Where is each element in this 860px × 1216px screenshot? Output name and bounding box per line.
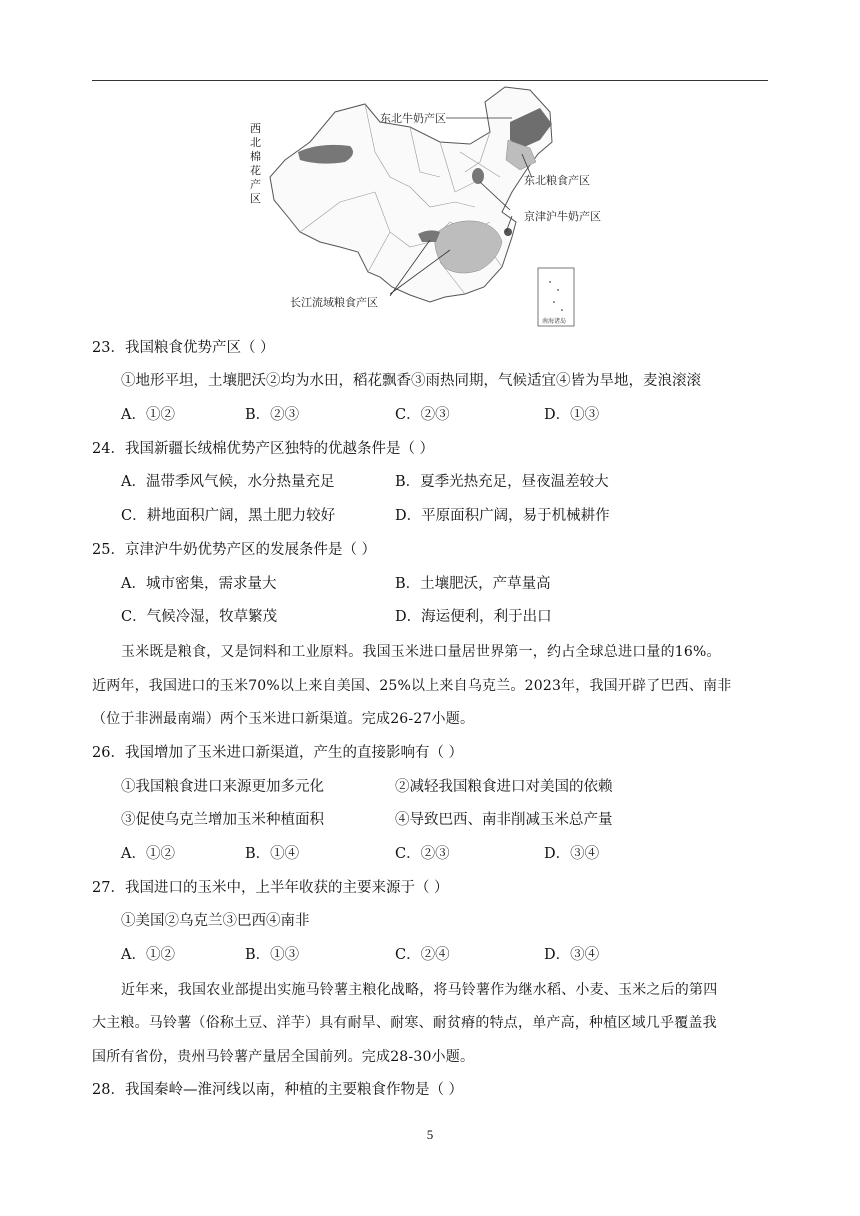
q24-option-c[interactable]: C．耕地面积广阔，黑土肥力较好	[121, 508, 336, 524]
header-rule	[92, 80, 768, 81]
q23-option-b[interactable]: B．②③	[245, 407, 300, 423]
q25-option-a[interactable]: A．城市密集，需求量大	[121, 576, 277, 592]
q25-stem: 25．京津沪牛奶优势产区的发展条件是（ ）	[92, 542, 377, 558]
q27-option-c[interactable]: C．②④	[395, 947, 450, 963]
q23-option-c[interactable]: C．②③	[395, 407, 450, 423]
label-yangtze-grain: 长江流域粮食产区	[290, 296, 378, 309]
passage2-line2: 大主粮。马铃薯（俗称土豆、洋芋）具有耐旱、耐寒、耐贫瘠的特点，单产高，种植区域几乎覆盖我	[92, 1015, 717, 1031]
q27-option-b[interactable]: B．①③	[245, 947, 300, 963]
q26-option-b[interactable]: B．①④	[245, 846, 300, 862]
q23-option-d[interactable]: D．①③	[544, 407, 600, 423]
q26-option-d[interactable]: D．③④	[544, 846, 600, 862]
q25-option-b[interactable]: B．土壤肥沃，产草量高	[395, 576, 551, 592]
q24-option-b[interactable]: B．夏季光热充足，昼夜温差较大	[395, 474, 609, 490]
q27-stem: 27．我国进口的玉米中，上半年收获的主要来源于（ ）	[92, 880, 449, 896]
q24-stem: 24．我国新疆长绒棉优势产区独特的优越条件是（ ）	[92, 441, 435, 457]
q26-stem: 26．我国增加了玉米进口新渠道，产生的直接影响有（ ）	[92, 745, 464, 761]
q23-statements: ①地形平坦，土壤肥沃②均为水田，稻花飘香③雨热同期，气候适宜④皆为旱地，麦浪滚滚	[121, 373, 701, 389]
label-northeast-grain: 东北粮食产区	[524, 174, 590, 187]
q24-option-a[interactable]: A．温带季风气候，水分热量充足	[121, 474, 335, 490]
china-agriculture-map	[240, 82, 620, 330]
q28-stem: 28．我国秦岭—淮河线以南，种植的主要粮食作物是（ ）	[92, 1082, 464, 1098]
page-number: 5	[426, 1127, 434, 1142]
label-jingjinhu-milk: 京津沪牛奶产区	[524, 210, 601, 223]
q24-option-d[interactable]: D．平原面积广阔，易于机械耕作	[395, 508, 610, 524]
label-northwest-cotton: 西北棉花产区	[250, 122, 261, 205]
south-sea-label: 南海诸岛	[542, 318, 567, 325]
passage2-line1: 近年来，我国农业部提出实施马铃薯主粮化战略，将马铃薯作为继水稻、小麦、玉米之后的第四	[121, 982, 718, 998]
q27-statements: ①美国②乌克兰③巴西④南非	[121, 913, 310, 929]
passage1-line3: （位于非洲最南端）两个玉米进口新渠道。完成26-27小题。	[92, 711, 475, 727]
q26-statement-4: ④导致巴西、南非削减玉米总产量	[395, 812, 613, 828]
q26-option-c[interactable]: C．②③	[395, 846, 450, 862]
label-northeast-milk: 东北牛奶产区	[380, 112, 446, 125]
q26-statement-3: ③促使乌克兰增加玉米种植面积	[121, 812, 324, 828]
q23-option-a[interactable]: A．①②	[121, 407, 175, 423]
passage1-line1: 玉米既是粮食，又是饲料和工业原料。我国玉米进口量居世界第一，约占全球总进口量的16%。	[121, 644, 721, 660]
passage1-line2: 近两年，我国进口的玉米70%以上来自美国、25%以上来自乌克兰。2023年，我国开辟了巴西、南非	[92, 678, 732, 694]
q26-option-a[interactable]: A．①②	[121, 846, 175, 862]
q23-stem: 23．我国粮食优势产区（ ）	[92, 340, 275, 356]
passage2-line3: 国所有省份，贵州马铃薯产量居全国前列。完成28-30小题。	[92, 1049, 475, 1065]
q26-statement-2: ②减轻我国粮食进口对美国的依赖	[395, 779, 613, 795]
q25-option-c[interactable]: C．气候冷湿，牧草繁茂	[121, 609, 278, 625]
q27-option-a[interactable]: A．①②	[121, 947, 175, 963]
q27-option-d[interactable]: D．③④	[544, 947, 600, 963]
q26-statement-1: ①我国粮食进口来源更加多元化	[121, 779, 324, 795]
q25-option-d[interactable]: D．海运便利，利于出口	[395, 609, 552, 625]
